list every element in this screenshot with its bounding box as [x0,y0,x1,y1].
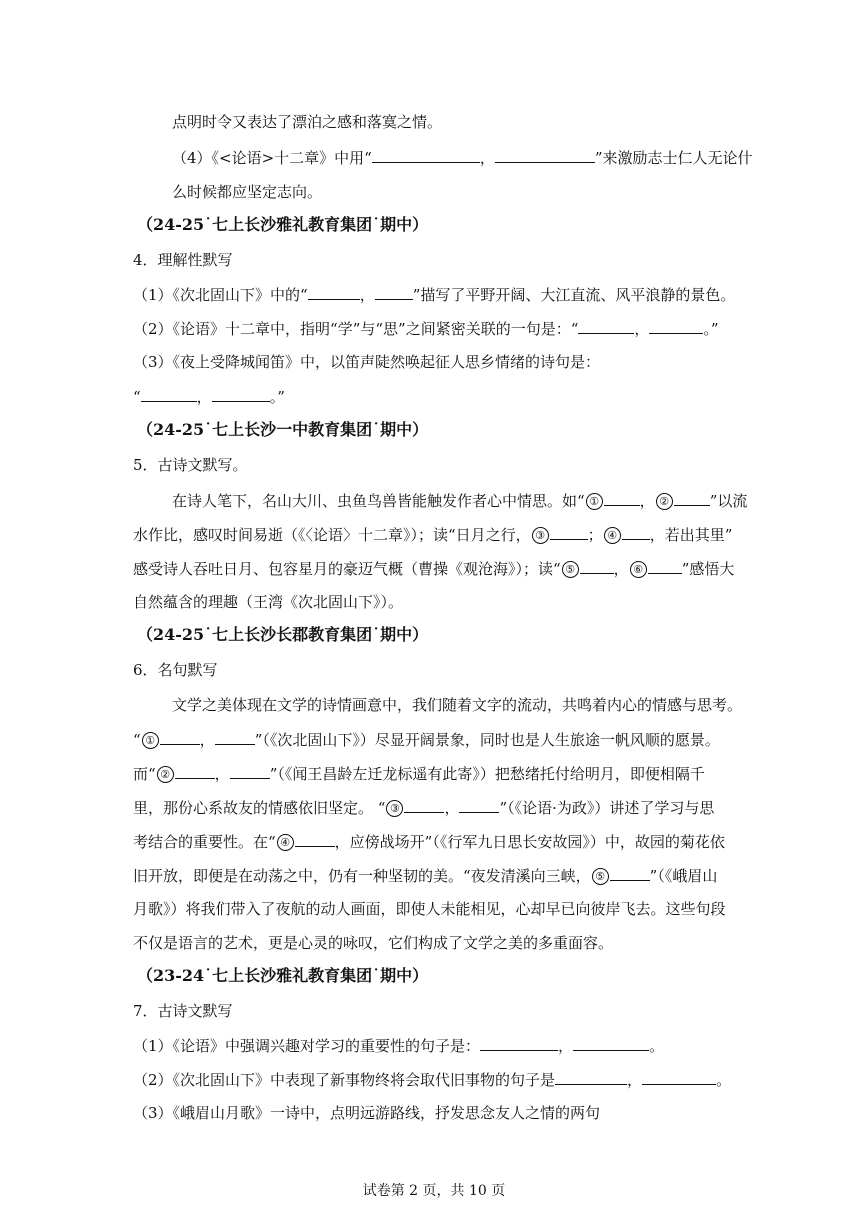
source-label: （24-25˙七上长沙一中教育集团˙期中） [137,420,429,439]
question-5-para: 在诗人笔下，名山大川、虫鱼鸟兽皆能触发作者心中情思。如“ ① ， ② ”以流 [172,492,748,510]
question-3-4: （4）《<论语>十二章》中用“ ， ”来激励志士仁人无论什 [172,149,753,167]
question-5-para: 水作比，感叹时间易逝（《〈论语〉十二章》）；读“日月之行， ③ ； ④ ，若出其里” [133,526,733,544]
text-line: 么时候都应坚定志向。 [172,183,323,201]
question-6-para: 文学之美体现在文学的诗情画意中，我们随着文字的流动，共鸣着内心的情感与思考。 [172,696,743,714]
question-5-title: 5．古诗文默写。 [133,456,248,474]
question-6-title: 6．名句默写 [133,661,218,679]
question-5-para: 感受诗人吞吐日月、包容星月的豪迈气概（曹操《观沧海》）；读“ ⑤ ， ⑥ ”感悟大 [133,560,735,578]
question-6-para: 而“ ② ， ”（《闻王昌龄左迁龙标遥有此寄》）把愁绪托付给明月，即便相隔千 [133,765,705,783]
question-5-para: 自然蕴含的理趣（王湾《次北固山下》）。 [133,593,404,611]
question-6-para: 月歌》）将我们带入了夜航的动人画面，即使人未能相见，心却早已向彼岸飞去。这些句段 [133,900,726,918]
question-4-2: （2）《论语》十二章中，指明“学”与“思”之间紧密关联的一句是：“ ， 。” [133,320,719,338]
question-6-para: “ ① ， ”（《次北固山下》）尽显开阔景象，同时也是人生旅途一帆风顺的愿景。 [133,731,720,749]
question-4-3-answer: “ ， 。” [133,388,285,406]
source-label: （24-25˙七上长沙长郡教育集团˙期中） [137,625,429,644]
question-6-para: 考结合的重要性。在“ ④ ，应傍战场开”（《行军九日思长安故园》）中，故园的菊花依 [133,833,725,851]
question-4-title: 4．理解性默写 [133,251,233,269]
text-line: 点明时令又表达了漂泊之感和落寞之情。 [172,113,443,131]
question-7-title: 7．古诗文默写 [133,1002,233,1020]
question-6-para: 里，那份心系故友的情感依旧坚定。 “ ③ ， ”（《论语·为政》）讲述了学习与思 [133,799,715,817]
question-7-2: （2）《次北固山下》中表现了新事物终将会取代旧事物的句子是 ， 。 [133,1071,732,1089]
question-7-1: （1）《论语》中强调兴趣对学习的重要性的句子是： ， 。 [133,1037,665,1055]
question-6-para: 旧开放，即便是在动荡之中，仍有一种坚韧的美。“夜发清溪向三峡， ⑤ ”（《峨眉山 [133,867,718,885]
page-footer: 试卷第 2 页，共 10 页 [362,1183,506,1199]
source-label: （23-24˙七上长沙雅礼教育集团˙期中） [137,966,429,985]
question-7-3: （3）《峨眉山月歌》一诗中，点明远游路线，抒发思念友人之情的两句 [133,1104,601,1122]
source-label: （24-25˙七上长沙雅礼教育集团˙期中） [137,215,429,234]
question-4-3: （3）《夜上受降城闻笛》中，以笛声陡然唤起征人思乡情绪的诗句是： [133,353,601,371]
question-4-1: （1）《次北固山下》中的“ ， ”描写了平野开阔、大江直流、风平浪静的景色。 [133,286,736,304]
question-6-para: 不仅是语言的艺术，更是心灵的咏叹，它们构成了文学之美的多重面容。 [133,934,614,952]
